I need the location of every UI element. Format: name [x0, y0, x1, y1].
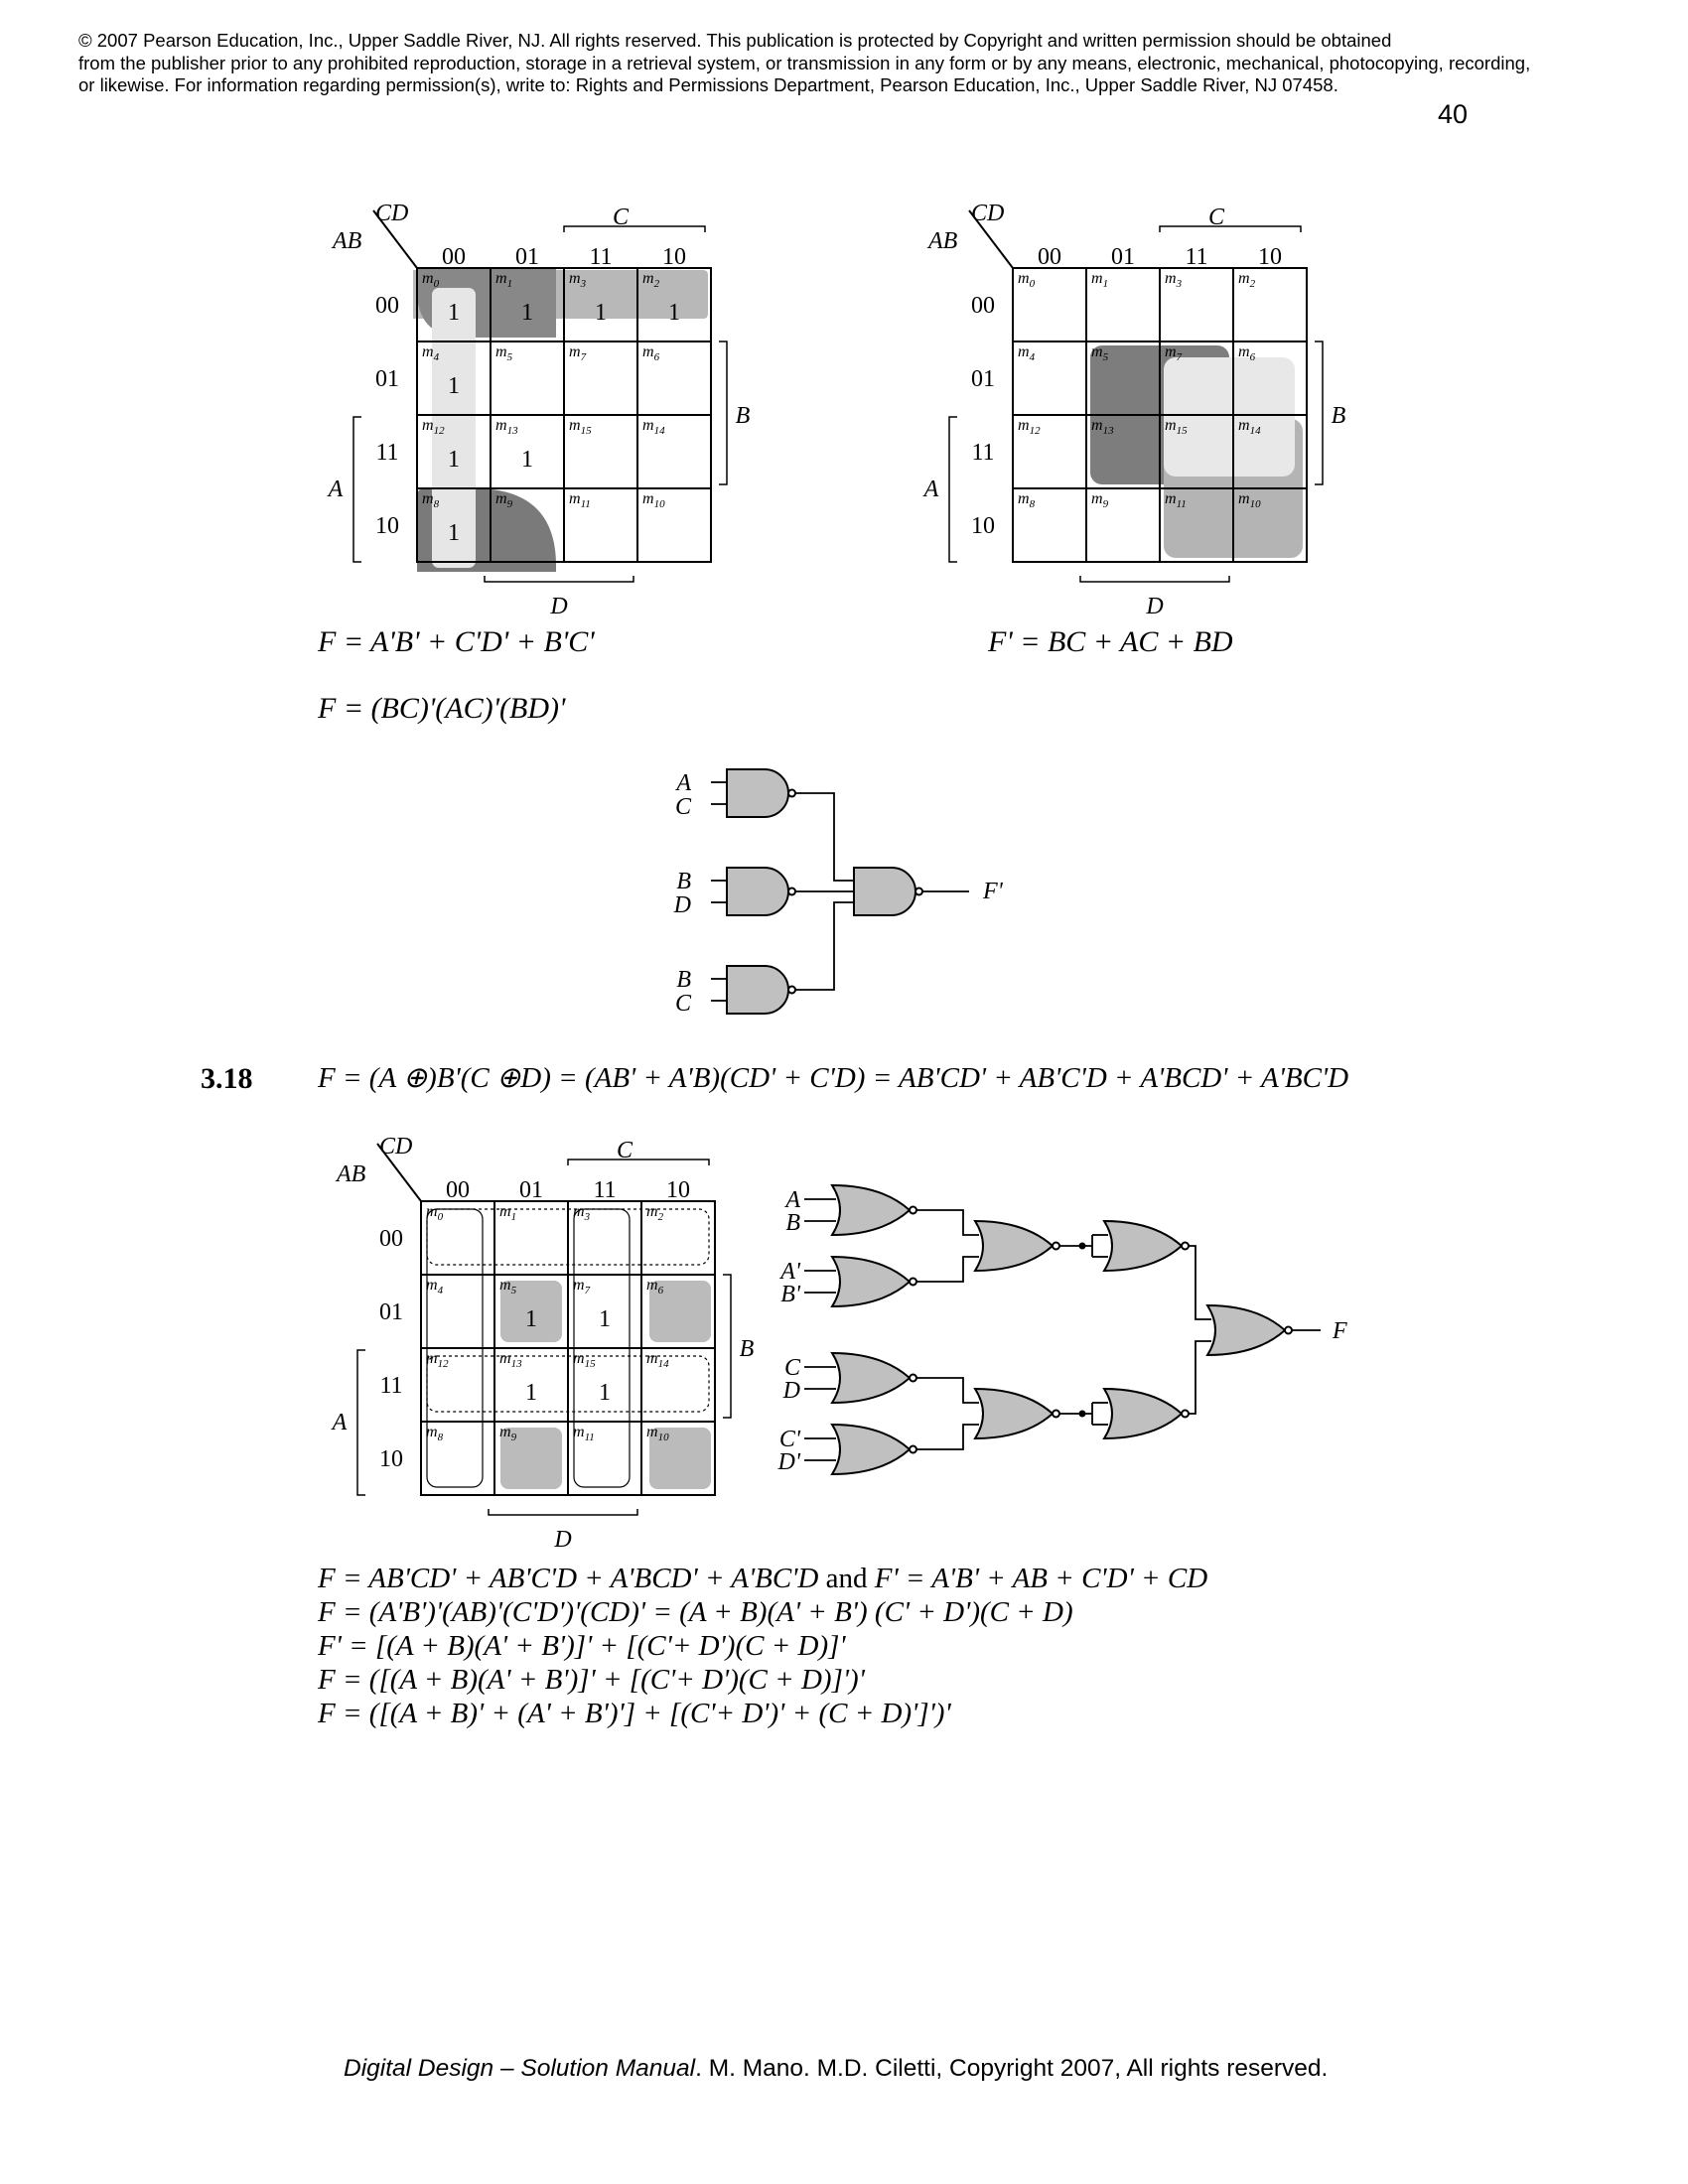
- circuit-1-input-b: B: [676, 869, 691, 894]
- minterm-label: $m_{15}$: [1165, 417, 1188, 437]
- cell-value: 1: [599, 1380, 611, 1406]
- kmap-1-col-01: 01: [515, 244, 539, 270]
- nor-gate-output: [1207, 1305, 1285, 1355]
- equation-line-1-and: and: [825, 1563, 868, 1594]
- footer-title: Digital Design – Solution Manual: [344, 2055, 696, 2082]
- minterm-label: $m_7$: [1165, 343, 1183, 363]
- minterm-label: $m_5$: [499, 1277, 517, 1297]
- cell-value: 1: [448, 373, 460, 399]
- minterm-label: $m_2$: [1238, 270, 1256, 290]
- minterm-label: $m_1$: [495, 270, 513, 290]
- kmap-2-col-10: 10: [1258, 244, 1282, 270]
- kmap-3-labels: [331, 1134, 755, 1553]
- kmap-1-row-00: 00: [375, 293, 399, 319]
- cell-value: 1: [521, 300, 533, 326]
- minterm-label: $m_6$: [642, 343, 660, 363]
- equation-line-5: F = ([(A + B)' + (A' + B')'] + [(C'+ D')' + (C + D)']')': [318, 1698, 951, 1729]
- kmap-3-ab-label: AB: [337, 1161, 366, 1187]
- minterm-label: $m_{14}$: [642, 417, 665, 437]
- cell-value: 1: [448, 447, 460, 473]
- f-nand-equation: F = (BC)'(AC)'(BD)': [318, 692, 566, 725]
- kmap-3-col-10: 10: [666, 1177, 690, 1203]
- cell-value: 1: [521, 447, 533, 473]
- circuit-1-input-b2: B: [676, 967, 691, 993]
- kmap-2-groups: [1090, 345, 1303, 558]
- minterm-label: $m_{12}$: [1018, 417, 1041, 437]
- minterm-label: $m_0$: [422, 270, 440, 290]
- minterm-label: $m_{14}$: [1238, 417, 1261, 437]
- circuit-2-input-b-prime: B': [780, 1282, 800, 1307]
- nor-gate-upper-mid: [975, 1221, 1053, 1271]
- kmap-1: [318, 199, 755, 635]
- minterm-label: $m_{11}$: [569, 490, 591, 510]
- minterm-label: $m_{13}$: [1091, 417, 1114, 437]
- minterm-label: $m_2$: [646, 1203, 664, 1223]
- equation-line-1-f: F = AB'CD' + AB'C'D + A'BCD' + A'BC'D: [318, 1563, 819, 1594]
- footer: [344, 2055, 1328, 2083]
- nand-gate-bc: [727, 966, 788, 1014]
- nor-gate-ab-prime: [832, 1257, 910, 1306]
- circuit-1-input-c2: C: [674, 991, 691, 1017]
- cell-value: 1: [595, 300, 607, 326]
- minterm-label: $m_{14}$: [646, 1350, 669, 1370]
- nor-gate-cd: [832, 1353, 910, 1403]
- minterm-label: $m_{15}$: [573, 1350, 596, 1370]
- minterm-label: $m_{11}$: [1165, 490, 1187, 510]
- circuit-2-input-a-prime: A': [780, 1259, 800, 1285]
- nand-gate-output: [854, 868, 915, 915]
- kmap-2: [914, 199, 1350, 635]
- circuit-2-input-a: A: [785, 1187, 800, 1213]
- kmap-2-col-00: 00: [1038, 244, 1061, 270]
- minterm-label: $m_5$: [1091, 343, 1109, 363]
- kmap-2-col-11: 11: [1185, 244, 1208, 270]
- kmap-1-row-11: 11: [375, 440, 399, 466]
- minterm-label: $m_9$: [499, 1424, 517, 1443]
- cell-value: 1: [668, 300, 680, 326]
- circuit-1-input-c: C: [674, 794, 691, 820]
- kmap-2-ab-label: AB: [928, 228, 958, 254]
- kmap-3-row-10: 10: [379, 1446, 403, 1472]
- minterm-label: $m_0$: [1018, 270, 1036, 290]
- kmap-3-cd-label: CD: [379, 1134, 413, 1160]
- equation-line-3: F' = [(A + B)(A' + B')]' + [(C'+ D')(C + D)]': [318, 1630, 846, 1662]
- problem-number: 3.18: [201, 1062, 253, 1095]
- circuit-1-output: F': [983, 879, 1003, 904]
- cell-value: 1: [525, 1306, 537, 1332]
- kmap-1-col-10: 10: [662, 244, 686, 270]
- kmap-3-col-11: 11: [593, 1177, 617, 1203]
- page-number: 40: [1438, 99, 1469, 129]
- minterm-label: $m_8$: [426, 1424, 444, 1443]
- kmap-3-col-01: 01: [519, 1177, 543, 1203]
- kmap-3-row-11: 11: [379, 1373, 403, 1399]
- minterm-label: $m_4$: [1018, 343, 1036, 363]
- kmap-2-row-00: 00: [971, 293, 995, 319]
- kmap-1-ab-label: AB: [333, 228, 362, 254]
- cell-value: 1: [448, 520, 460, 546]
- kmap-2-row-11: 11: [971, 440, 995, 466]
- equation-line-2: F = (A'B')'(AB)'(C'D')'(CD)' = (A + B)(A' + B') (C' + D')(C + D): [318, 1596, 1073, 1628]
- minterm-label: $m_6$: [1238, 343, 1256, 363]
- circuit-2-input-c: C: [783, 1355, 800, 1381]
- kmap-3-row-01: 01: [379, 1299, 403, 1325]
- kmap-1-cd-label: CD: [375, 201, 409, 226]
- problem-expression: F = (A ⊕)B'(C ⊕D) = (AB' + A'B)(CD' + C'D) = AB'CD' + AB'C'D + A'BCD' + A'BC'D: [318, 1062, 1349, 1094]
- kmap-3-c-span: C: [616, 1138, 633, 1163]
- kmap-3: [322, 1132, 778, 1569]
- minterm-label: $m_{15}$: [569, 417, 592, 437]
- kmap-1-row-10: 10: [375, 513, 399, 539]
- kmap-1-col-00: 00: [442, 244, 466, 270]
- minterm-label: $m_5$: [495, 343, 513, 363]
- circuit-2-input-d-prime: D': [777, 1449, 800, 1475]
- circuit-2-output: F: [1333, 1318, 1347, 1344]
- minterm-label: $m_7$: [573, 1277, 591, 1297]
- kmap-1-a-span: A: [328, 477, 344, 502]
- footer-rest: . M. Mano. M.D. Ciletti, Copyright 2007, All rights reserved.: [695, 2055, 1329, 2082]
- minterm-label: $m_1$: [1091, 270, 1109, 290]
- kmap-3-row-00: 00: [379, 1226, 403, 1252]
- minterm-label: $m_6$: [646, 1277, 664, 1297]
- minterm-label: $m_2$: [642, 270, 660, 290]
- kmap-2-b-span: B: [1331, 403, 1346, 429]
- minterm-label: $m_{13}$: [495, 417, 518, 437]
- nor-gate-lower-inverter: [1104, 1389, 1182, 1438]
- kmap-1-row-01: 01: [375, 366, 399, 392]
- minterm-label: $m_9$: [495, 490, 513, 510]
- minterm-label: $m_4$: [422, 343, 440, 363]
- kmap-2-col-01: 01: [1111, 244, 1135, 270]
- nand-gate-bd: [727, 868, 788, 915]
- cell-value: 1: [599, 1306, 611, 1332]
- circuit-2-input-c-prime: C': [778, 1427, 800, 1452]
- minterm-label: $m_3$: [1165, 270, 1183, 290]
- minterm-label: $m_3$: [569, 270, 587, 290]
- minterm-label: $m_{13}$: [499, 1350, 522, 1370]
- minterm-label: $m_{12}$: [422, 417, 445, 437]
- circuit-2-input-d: D: [782, 1378, 800, 1404]
- minterm-label: $m_7$: [569, 343, 587, 363]
- copyright-line-3: or likewise. For information regarding permission(s), write to: Rights and Permissions Department, Pearson Education, Inc., Upper Saddle River, NJ 07458.: [78, 74, 1338, 95]
- cell-value: 1: [448, 300, 460, 326]
- group-bc: [1164, 357, 1295, 477]
- kmap-2-a-span: A: [923, 477, 939, 502]
- minterm-label: $m_3$: [573, 1203, 591, 1223]
- minterm-label: $m_{10}$: [642, 490, 665, 510]
- kmap-3-col-00: 00: [446, 1177, 470, 1203]
- equation-line-1-fprime: F' = A'B' + AB + C'D' + CD: [874, 1563, 1208, 1594]
- kmap-1-d-span: D: [550, 594, 568, 619]
- kmap-2-row-10: 10: [971, 513, 995, 539]
- minterm-label: $m_{11}$: [573, 1424, 595, 1443]
- circuit-1-input-d: D: [673, 892, 691, 918]
- kmap-2-c-span: C: [1207, 205, 1225, 230]
- nor-gate-upper-inverter: [1104, 1221, 1182, 1271]
- final-equations: [318, 1562, 1207, 1730]
- nor-gate-cd-prime: [832, 1425, 910, 1474]
- nor-gates: [832, 1185, 1292, 1474]
- kmap-3-d-span: D: [554, 1527, 572, 1553]
- minterm-label: $m_{12}$: [426, 1350, 449, 1370]
- nor-gate-ab: [832, 1185, 910, 1235]
- copyright-line-1: © 2007 Pearson Education, Inc., Upper Saddle River, NJ. All rights reserved. This publication is protected by Copyright and written permission should be obtained: [78, 30, 1392, 51]
- kmap-2-equation: F' = BC + AC + BD: [988, 625, 1233, 658]
- minterm-label: $m_{10}$: [1238, 490, 1261, 510]
- kmap-1-col-11: 11: [589, 244, 613, 270]
- equation-line-1: [318, 1562, 1207, 1595]
- kmap-2-cd-label: CD: [971, 201, 1005, 226]
- minterm-label: $m_4$: [426, 1277, 444, 1297]
- kmap-1-c-span: C: [612, 205, 630, 230]
- minterm-label: $m_9$: [1091, 490, 1109, 510]
- minterm-label: $m_1$: [499, 1203, 517, 1223]
- minterm-label: $m_{10}$: [646, 1424, 669, 1443]
- minterm-label: $m_0$: [426, 1203, 444, 1223]
- cell-value: 1: [525, 1380, 537, 1406]
- kmap-2-row-01: 01: [971, 366, 995, 392]
- circuit-1-input-a: A: [676, 770, 691, 796]
- minterm-label: $m_8$: [1018, 490, 1036, 510]
- kmap-3-a-span: A: [332, 1410, 348, 1435]
- kmap-3-b-span: B: [739, 1336, 755, 1362]
- kmap-1-equation: F = A'B' + C'D' + B'C': [318, 625, 595, 658]
- kmap-1-b-span: B: [735, 403, 751, 429]
- nor-gate-lower-mid: [975, 1389, 1053, 1438]
- equation-line-4: F = ([(A + B)(A' + B')]' + [(C'+ D')(C + D)]')': [318, 1664, 865, 1696]
- copyright-notice: [78, 30, 1627, 97]
- copyright-line-2: from the publisher prior to any prohibited reproduction, storage in a retrieval system, or transmission in any form or by any means, electronic, mechanical, photocopying, recording,: [78, 52, 1531, 73]
- minterm-label: $m_8$: [422, 490, 440, 510]
- nand-gate-ac: [727, 769, 788, 817]
- nor-circuit-2: [774, 1171, 1370, 1499]
- kmap-2-d-span: D: [1146, 594, 1164, 619]
- circuit-2-input-b: B: [785, 1210, 800, 1236]
- nand-circuit-1: [655, 750, 1053, 1027]
